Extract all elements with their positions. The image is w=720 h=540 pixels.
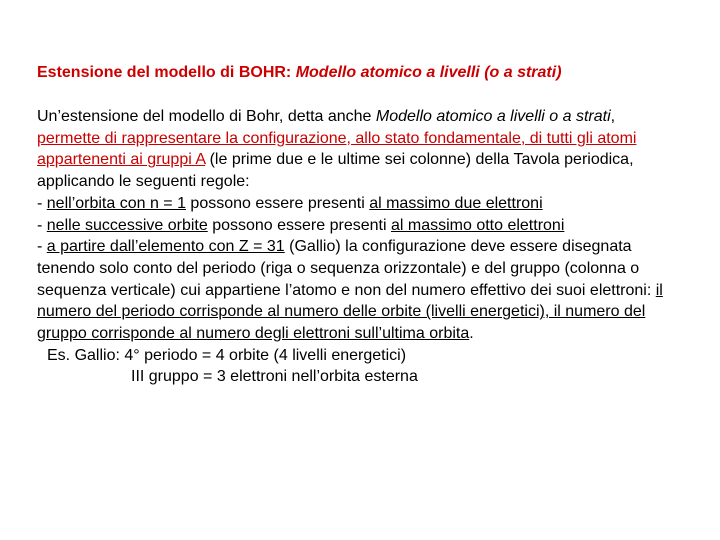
rule-2 — [37, 215, 677, 237]
rule-3-text: (Gallio) la configurazione deve essere disegnata tenendo solo conto del periodo (riga o sequenza orizzontale) e del gruppo (colonna o sequenza verticale) cui appartiene l’atomo e non del numero effettivo dei suoi elettroni: — [37, 238, 656, 299]
rule-3-subject: a partire dall’elemento con Z = 31 — [46, 238, 285, 256]
slide-title — [37, 64, 697, 82]
rule-2-mid: possono essere presenti — [207, 216, 391, 234]
rule-1-subject: nell’orbita con n = 1 — [46, 194, 186, 212]
slide-body — [37, 106, 677, 388]
example-line-1: Es. Gallio: 4° periodo = 4 orbite (4 livelli energetici) — [47, 346, 407, 364]
intro-text: Un’estensione del modello di Bohr, detta anche — [37, 108, 376, 125]
rule-1-prefix: - — [37, 194, 47, 212]
rule-3-conclusion: il numero del periodo corrisponde al numero delle orbite (livelli energetici), il numero del gruppo corrisponde al numero degli elettroni sull’ultima orbita — [37, 281, 663, 343]
example-line-2: III gruppo = 3 elettroni nell’orbita esterna — [131, 368, 418, 386]
rule-3-end: . — [469, 325, 474, 343]
title-normal: Estensione del modello di BOHR: — [37, 64, 296, 81]
intro-paragraph — [37, 106, 677, 193]
title-italic: Modello atomico a livelli (o a strati) — [295, 64, 562, 81]
rule-2-subject: nelle successive orbite — [46, 216, 208, 234]
rule-2-limit: al massimo otto elettroni — [390, 216, 565, 234]
intro-highlight: permette di rappresentare la configurazione, allo stato fondamentale, di tutti gli atomi appartenenti ai gruppi A — [37, 129, 637, 169]
rule-1 — [37, 193, 677, 215]
intro-italic: Modello atomico a livelli o a strati — [375, 108, 611, 125]
rule-2-prefix: - — [37, 216, 47, 234]
intro-comma: , — [610, 108, 616, 125]
intro-end: (le prime due e le ultime sei colonne) della Tavola periodica, applicando le seguenti regole: — [37, 151, 634, 191]
rule-1-mid: possono essere presenti — [185, 194, 370, 212]
rule-3-prefix: - — [37, 238, 47, 256]
rule-3 — [37, 236, 677, 345]
rule-1-limit: al massimo due elettroni — [369, 194, 543, 212]
